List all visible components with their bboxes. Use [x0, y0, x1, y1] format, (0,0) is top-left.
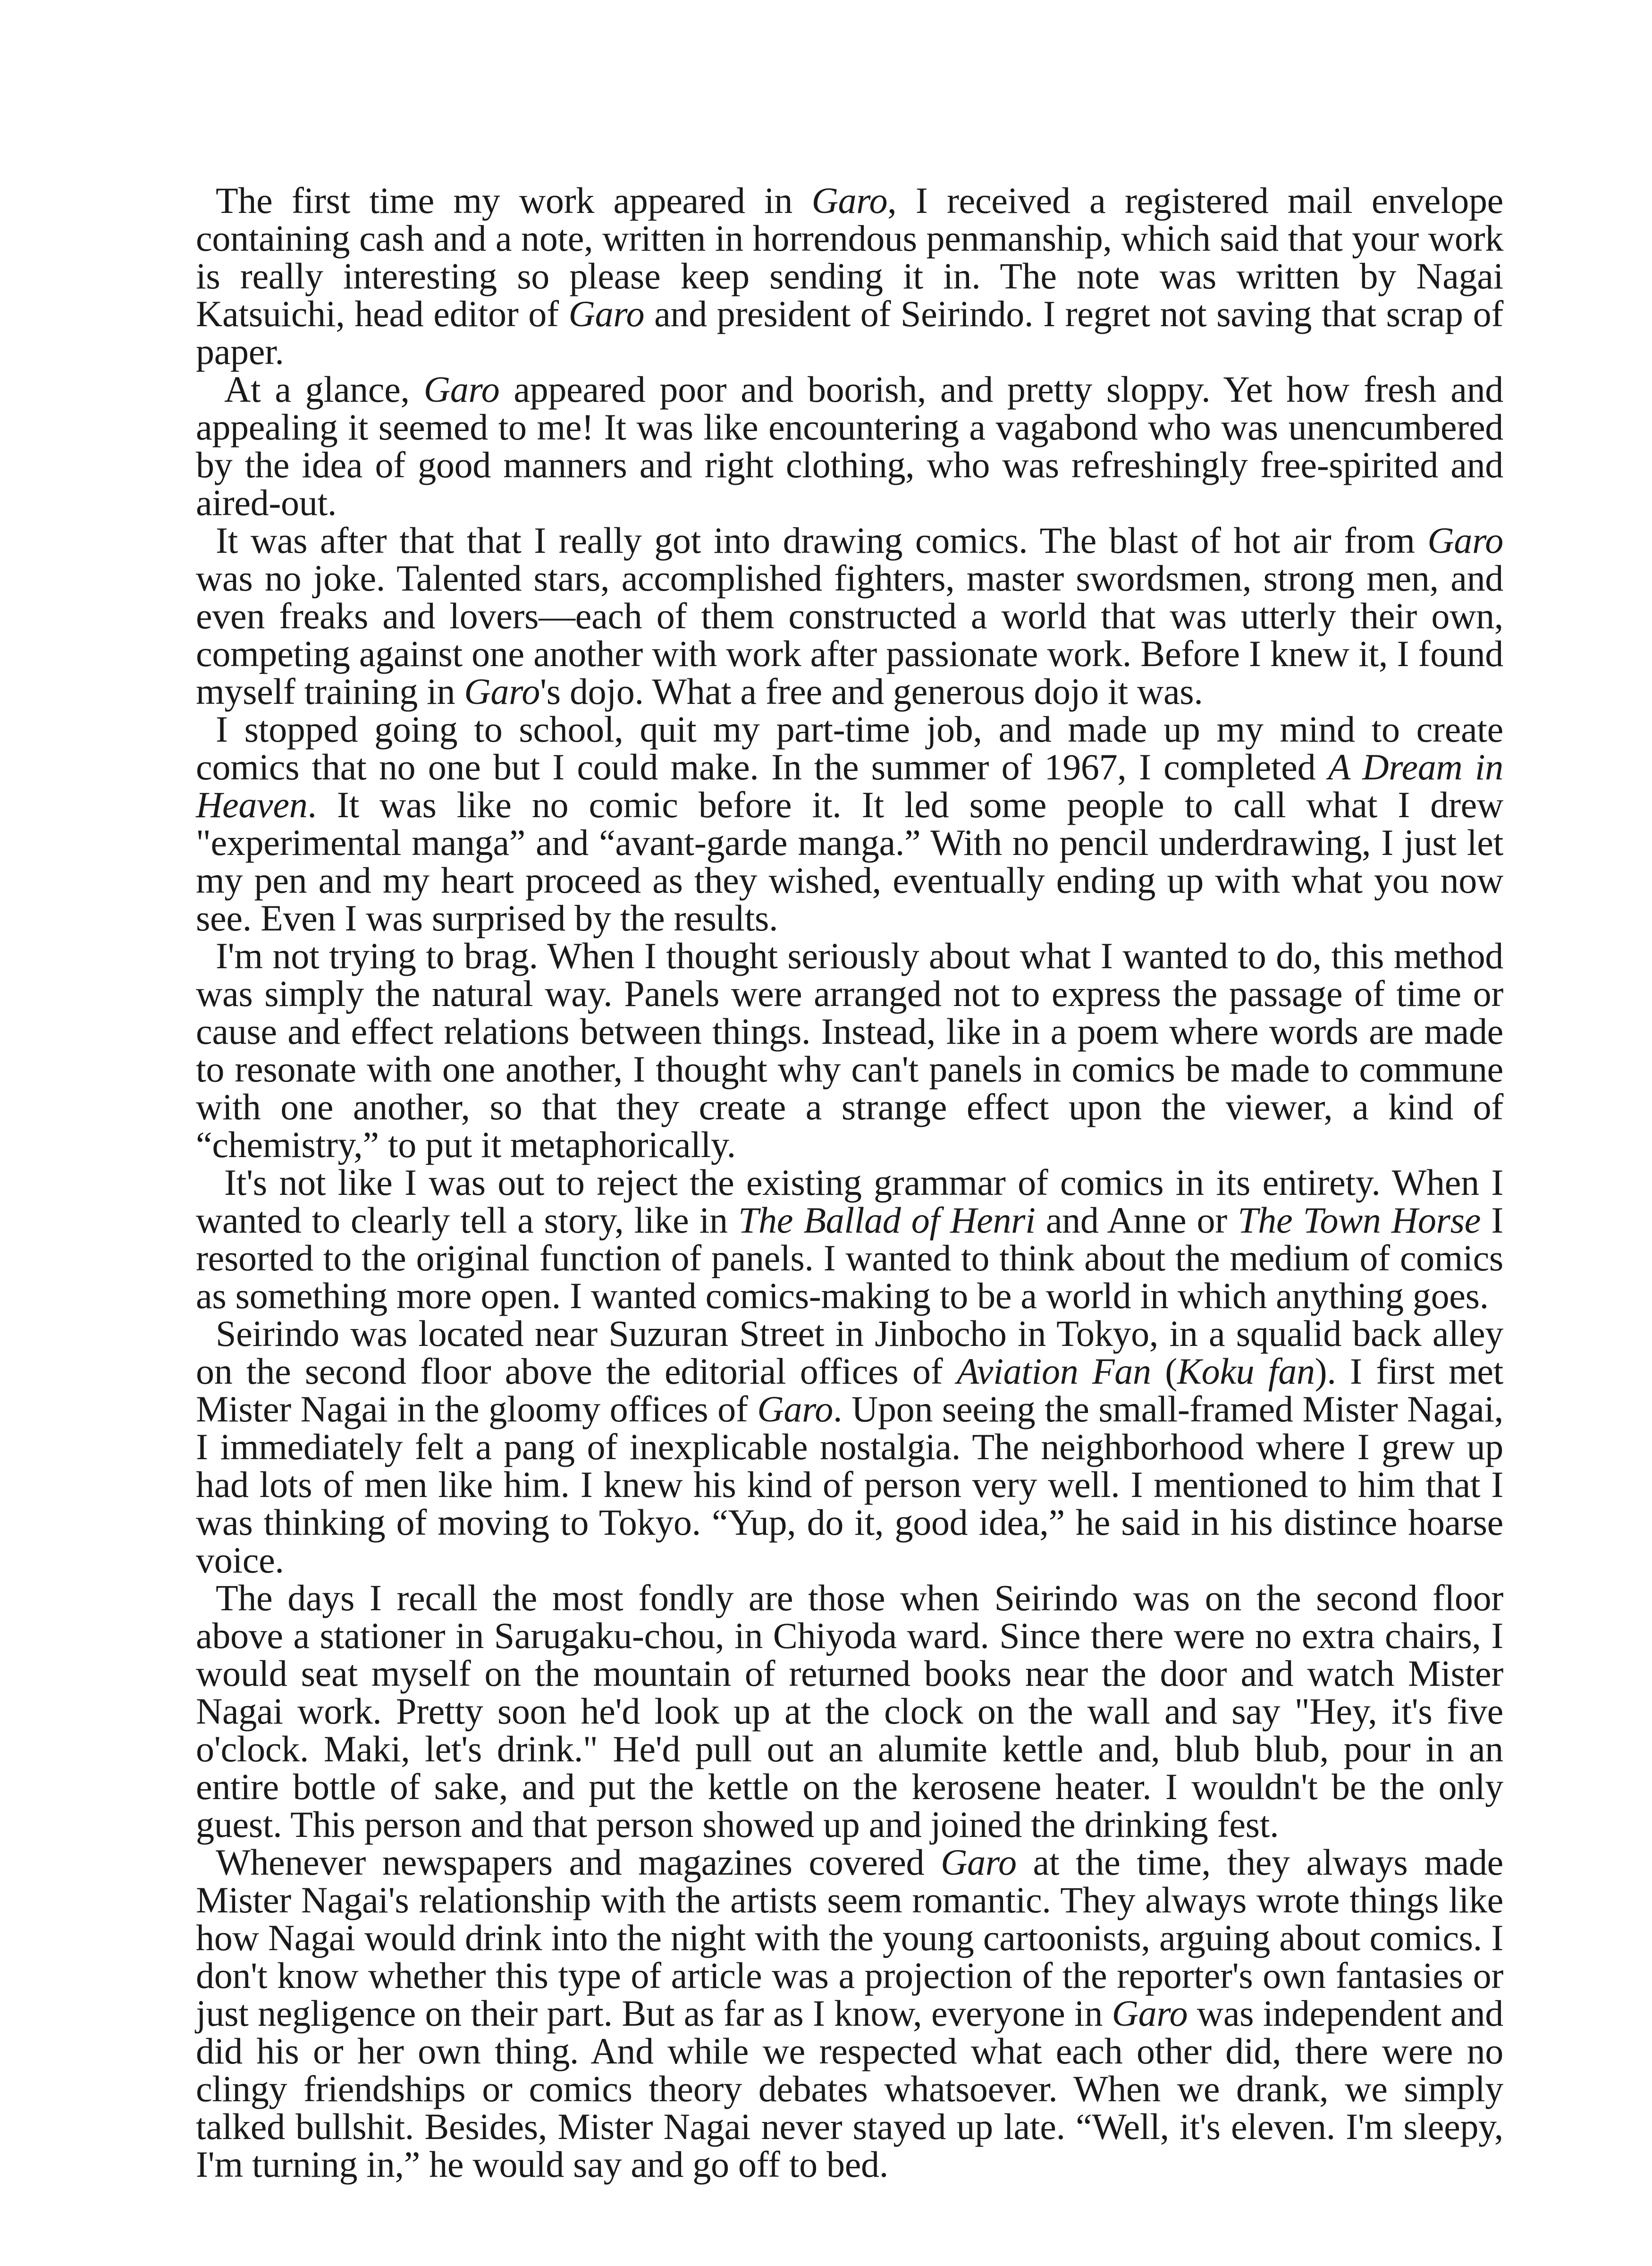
italic-title-text: Garo — [1427, 520, 1503, 561]
paragraph — [196, 1579, 1503, 1843]
paragraph-text: The first time my work appeared in — [216, 180, 812, 221]
paragraph-text: It's not like I was out to reject the existing grammar of comics in its entirety. When I wanted to clearly tell a story, like in — [196, 1162, 1503, 1241]
italic-title-text: Garo — [464, 671, 540, 712]
paragraph-text: Seirindo was located near Suzuran Street in Jinbocho in Tokyo, in a squalid back alley on the second floor above the editorial offices of — [196, 1313, 1503, 1392]
italic-title-text: The Town Horse — [1238, 1200, 1481, 1241]
italic-title-text: Koku fan — [1177, 1351, 1315, 1392]
paragraph-text: . Upon seeing the small-framed Mister Nagai, I immediately felt a pang of inexplicable nostalgia. The neighborhood where I grew up had lots of men like him. I knew his kind of person very well. I mentioned to him that I was thinking of moving to Tokyo. “Yup, do it, good idea,” he said in his distince hoarse voice. — [196, 1388, 1503, 1581]
paragraph-text: . It was like no comic before it. It led some people to call what I drew "experimental manga” and “avant-garde manga.” With no pencil underdrawing, I just let my pen and my heart proceed as they wished, eventually ending up with what you now see. Even I was surprised by the results. — [196, 784, 1503, 939]
paragraph-text: at the time, they always made Mister Nagai's relationship with the artists seem romantic. They always wrote things like how Nagai would drink into the night with the young cartoonists, arguing about comics. I don't know whether this type of article was a projection of the reporter's own fantasies or just negligence on their part. But as far as I know, everyone in — [196, 1842, 1503, 2034]
italic-title-text: A Dream in Heaven — [196, 746, 1503, 825]
paragraph — [196, 371, 1503, 522]
paragraph — [196, 937, 1503, 1164]
paragraph — [196, 710, 1503, 937]
paragraph-text: The days I recall the most fondly are those when Seirindo was on the second floor above a stationer in Sarugaku-chou, in Chiyoda ward. Since there were no extra chairs, I would seat myself on the mountain of returned books near the door and watch Mister Nagai work. Pretty soon he'd look up at the clock on the wall and say "Hey, it's five o'clock. Maki, let's drink." He'd pull out an alumite kettle and, blub blub, pour in an entire bottle of sake, and put the kettle on the kerosene heater. I wouldn't be the only guest. This person and that person showed up and joined the drinking fest. — [196, 1577, 1503, 1845]
italic-title-text: Garo — [568, 293, 645, 334]
paragraph-text: and Anne or — [1035, 1200, 1238, 1241]
paragraph — [196, 182, 1503, 371]
paragraph-text: appeared poor and boorish, and pretty sloppy. Yet how fresh and appealing it seemed to me! It was like encountering a vagabond who was unencumbered by the idea of good manners and right clothing, who was refreshingly free-spirited and aired-out. — [196, 369, 1503, 523]
paragraph-text: It was after that that I really got into drawing comics. The blast of hot air from — [216, 520, 1428, 561]
paragraph-text: and president of Seirindo. I regret not saving that scrap of paper. — [196, 293, 1503, 372]
italic-title-text: Garo — [757, 1388, 833, 1429]
article-body — [196, 182, 1503, 2183]
paragraph-text: I'm not trying to brag. When I thought seriously about what I wanted to do, this method was simply the natural way. Panels were arranged not to express the passage of time or cause and effect relations between things. Instead, like in a poem where words are made to resonate with one another, I thought why can't panels in comics be made to commune with one another, so that they create a strange effect upon the viewer, a kind of “chemistry,” to put it metaphorically. — [196, 935, 1503, 1165]
paragraph-text: was no joke. Talented stars, accomplished fighters, master swordsmen, strong men, and even freaks and lovers—each of them constructed a world that was utterly their own, competing against one another with work after passionate work. Before I knew it, I found myself training in — [196, 558, 1503, 712]
paragraph — [196, 1843, 1503, 2183]
paragraph-text: ). I first met Mister Nagai in the gloomy offices of — [196, 1351, 1504, 1429]
paragraph-text: , I received a registered mail envelope containing cash and a note, written in horrendous penmanship, which said that your work is really interesting so please keep sending it in. The note was written by Nagai Katsuichi, head editor of — [196, 180, 1503, 334]
paragraph-text: 's dojo. What a free and generous dojo it was. — [539, 671, 1203, 712]
italic-title-text: Garo — [423, 369, 500, 410]
paragraph-text: I stopped going to school, quit my part-time job, and made up my mind to create comics that no one but I could make. In the summer of 1967, I completed — [196, 709, 1503, 787]
paragraph-text: Whenever newspapers and magazines covered — [216, 1842, 941, 1883]
paragraph — [196, 522, 1503, 710]
paragraph-text: I resorted to the original function of panels. I wanted to think about the medium of comics as something more open. I wanted comics-making to be a world in which anything goes. — [196, 1200, 1503, 1316]
italic-title-text: Aviation Fan — [956, 1351, 1151, 1392]
paragraph-text: was independent and did his or her own thing. And while we respected what each other did, there were no clingy friendships or comics theory debates whatsoever. When we drank, we simply talked bullshit. Besides, Mister Nagai never stayed up late. “Well, it's eleven. I'm sleepy, I'm turning in,” he would say and go off to bed. — [196, 1993, 1503, 2185]
italic-title-text: The Ballad of Henri — [738, 1200, 1036, 1241]
italic-title-text: Garo — [1112, 1993, 1188, 2034]
paragraph-text: At a glance, — [224, 369, 424, 410]
italic-title-text: Garo — [811, 180, 888, 221]
paragraph-text: ( — [1151, 1351, 1177, 1392]
paragraph — [196, 1315, 1503, 1579]
italic-title-text: Garo — [941, 1842, 1017, 1883]
paragraph — [196, 1164, 1503, 1315]
